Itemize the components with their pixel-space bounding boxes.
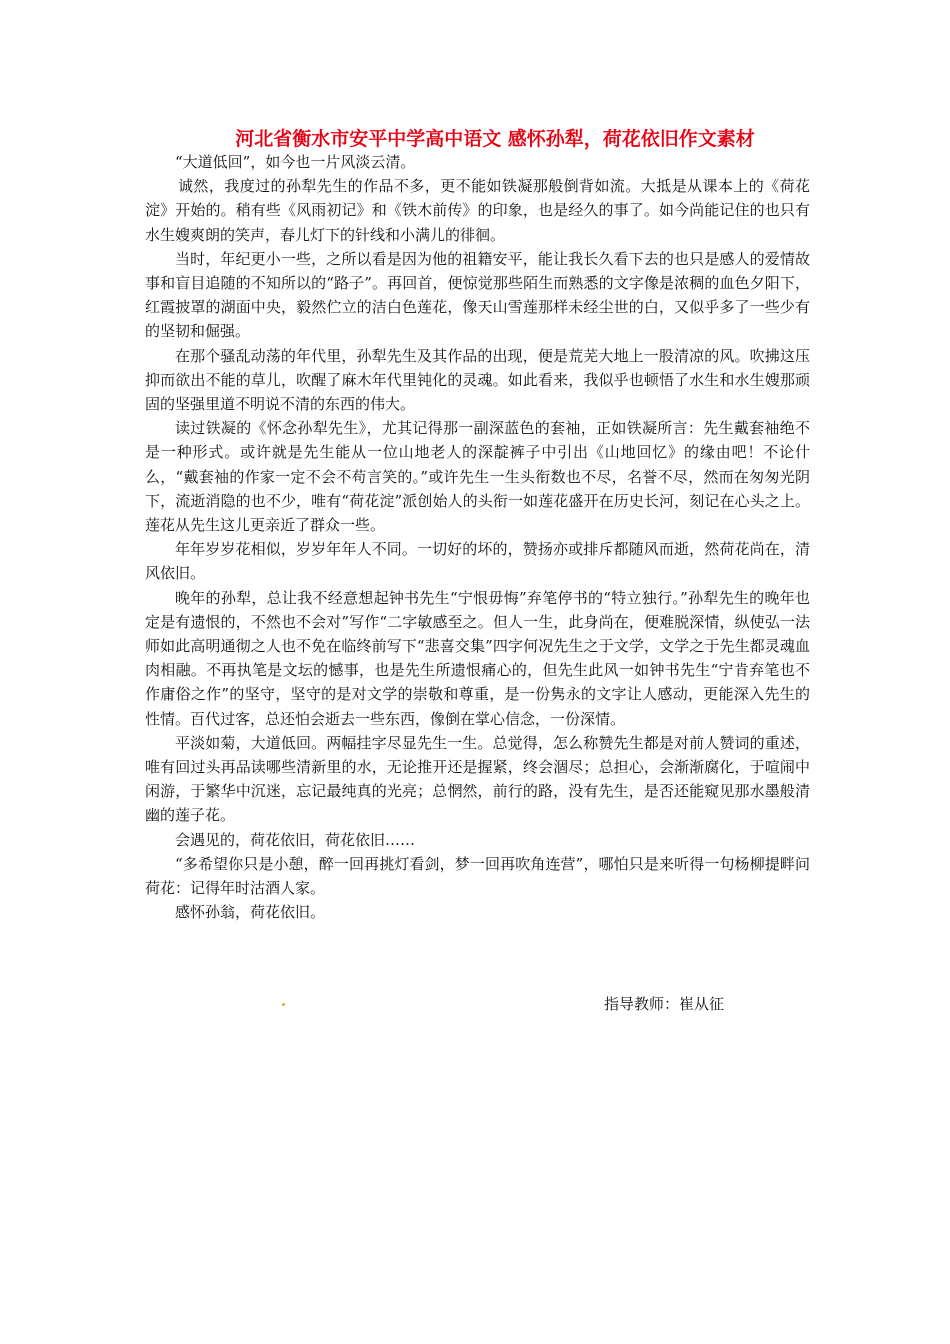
paragraph: 晚年的孙犁，总让我不经意想起钟书先生“宁恨毋悔”弃笔停书的“特立独行。”孙犁先生的晚年也定是有遗恨的，不然也不会对”写作“二字敏感至之。但人一生，此身尚在，便难脱深情，纵使弘一法师如此高明通彻之人也不免在临终前写下“悲喜交集”四字何况先生之于文学，文学之于先生都灵魂血肉相融。不再执笔是文坛的憾事，也是先生所遗恨痛心的，但先生此风一如钟书先生“宁肯弃笔也不作庸俗之作”的坚守，坚守的是对文学的崇敬和尊重，是一份隽永的文字让人感动，更能深入先生的性情。百代过客，总还怕会逝去一些东西，像倒在掌心信念，一份深情。: [145, 588, 810, 728]
instructor-credit: 指导教师：崔从征: [604, 995, 725, 1013]
paragraph: 平淡如菊，大道低回。两幅挂字尽显先生一生。总觉得，怎么称赞先生都是对前人赞词的重述，唯有回过头再品读哪些清新里的水，无论推开还是握紧，终会涸尽；总担心，会渐渐腐化，于喧闹中闲游，于繁华中沉迷，忘记最纯真的光亮；总惘然，前行的路，没有先生，是否还能窥见那水墨般清幽的莲子花。: [145, 733, 810, 825]
decorative-dot: [282, 1003, 285, 1006]
paragraph: 诚然，我度过的孙犁先生的作品不多，更不能如铁凝那般倒背如流。大抵是从课本上的《荷花淀》开始的。稍有些《风雨初记》和《铁木前传》的印象，也是经久的事了。如今尚能记住的也只有水生嫂爽朗的笑声，春儿灯下的针线和小满儿的徘徊。: [145, 177, 810, 244]
paragraph: “大道低回”，如今也一片风淡云清。: [175, 153, 416, 171]
paragraph: “多希望你只是小憩，醉一回再挑灯看剑，梦一回再吹角连营”，哪怕只是来听得一句杨柳提畔问荷花：记得年时沽酒人家。: [145, 854, 810, 898]
paragraph: 年年岁岁花相似，岁岁年年人不同。一切好的坏的，赞扬亦或排斥都随风而逝，然荷花尚在，清风依旧。: [145, 540, 810, 583]
paragraph: 会遇见的，荷花依旧，荷花依旧……: [175, 830, 416, 849]
paragraph: 当时，年纪更小一些，之所以看是因为他的祖籍安平，能让我长久看下去的也只是感人的爱情故事和盲目追随的不知所以的“路子”。再回首，便惊觉那些陌生而熟悉的文字像是浓稠的血色夕阳下，红霞披罩的湖面中央，毅然伫立的洁白色莲花，像天山雪莲那样未经尘世的白，又似乎多了一些少有的坚韧和倔强。: [145, 249, 810, 341]
paragraph: 在那个骚乱动荡的年代里，孙犁先生及其作品的出现，便是荒芜大地上一股清凉的风。吹拂这压抑而欲出不能的草儿，吹醒了麻木年代里钝化的灵魂。如此看来，我似乎也顿悟了水生和水生嫂那顽固的坚强里道不明说不清的东西的伟大。: [145, 346, 810, 414]
paragraph: 感怀孙翁，荷花依旧。: [175, 903, 326, 922]
document-title: 河北省衡水市安平中学高中语文 感怀孙犁，荷花依旧作文素材: [235, 128, 755, 150]
article-body: [145, 150, 810, 925]
paragraph: 读过铁凝的《怀念孙犁先生》，尤其记得那一副深蓝色的套袖，正如铁凝所言：先生戴套袖绝不是一种形式。或许就是先生能从一位山地老人的深靛裤子中引出《山地回忆》的缘由吧！不论什么，“戴套袖的作家一定不会不苟言笑的。”或许先生一生头衔数也不尽，名誉不尽，然而在匆匆光阴下，流逝消隐的也不少，唯有“荷花淀”派创始人的头衔一如莲花盛开在历史长河，刻记在心头之上。莲花从先生这儿更亲近了群众一些。: [145, 419, 810, 535]
